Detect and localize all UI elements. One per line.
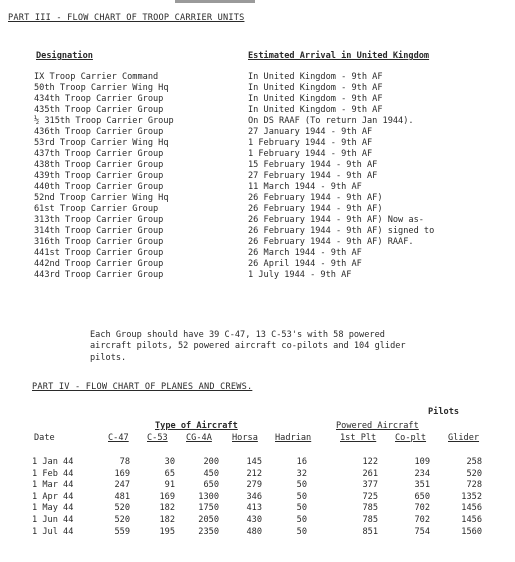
unit-designation: 50th Troop Carrier Wing Hq (34, 83, 169, 93)
cell-c47: 247 (114, 480, 130, 491)
unit-arrival: 1 July 1944 - 9th AF (248, 270, 352, 280)
col-header-c47: C-47 (108, 433, 129, 443)
cell-glider: 1456 (461, 514, 482, 525)
cell-horsa: 145 (246, 457, 262, 467)
unit-arrival: In United Kingdom - 9th AF (248, 105, 383, 115)
cell-c53: 65 (164, 468, 175, 479)
unit-designation: 443rd Troop Carrier Group (34, 270, 164, 280)
cell-cg4a: 2350 (198, 526, 219, 537)
cell-c53: 195 (159, 526, 175, 537)
note-line: aircraft pilots, 52 powered aircraft co-pilots and 104 glider (90, 341, 406, 352)
note-line: pilots. (90, 352, 127, 363)
unit-designation: 441st Troop Carrier Group (34, 248, 164, 258)
cell-date: 1 Apr 44 (32, 491, 74, 502)
unit-arrival: In United Kingdom - 9th AF (248, 94, 383, 104)
unit-designation: 436th Troop Carrier Group (34, 127, 164, 137)
cell-c47: 169 (114, 468, 130, 479)
cell-co-plt: 754 (414, 526, 430, 537)
unit-designation: 61st Troop Carrier Group (34, 204, 159, 214)
unit-arrival: In United Kingdom - 9th AF (248, 72, 383, 82)
unit-arrival: 26 April 1944 - 9th AF (248, 259, 362, 269)
cell-glider: 1456 (461, 503, 482, 514)
unit-designation: 439th Troop Carrier Group (34, 171, 164, 181)
cell-c53: 182 (159, 503, 175, 514)
unit-designation: 440th Troop Carrier Group (34, 182, 164, 192)
table-column-headers (0, 434, 515, 446)
cell-1st-plt: 851 (362, 526, 378, 537)
unit-designation: 437th Troop Carrier Group (34, 149, 164, 159)
cell-hadrian: 50 (296, 503, 307, 514)
unit-arrival: 26 February 1944 - 9th AF) RAAF. (248, 237, 414, 247)
unit-designation: 435th Troop Carrier Group (34, 105, 164, 115)
cell-date: 1 Jun 44 (32, 514, 74, 525)
cell-horsa: 279 (246, 480, 262, 491)
cell-1st-plt: 725 (362, 491, 378, 502)
cell-co-plt: 351 (414, 480, 430, 491)
page-top-mark (175, 0, 255, 3)
cell-c53: 182 (159, 514, 175, 525)
group-composition-note (90, 330, 500, 364)
cell-c47: 559 (114, 526, 130, 537)
cell-hadrian: 50 (296, 491, 307, 502)
pilots-group-header: Pilots (428, 407, 460, 417)
unit-designation: 314th Troop Carrier Group (34, 226, 164, 236)
unit-arrival: 15 February 1944 - 9th AF (248, 160, 378, 170)
cell-co-plt: 234 (414, 468, 430, 479)
cell-1st-plt: 377 (362, 480, 378, 491)
planes-and-crews-table (0, 458, 515, 539)
note-line: Each Group should have 39 C-47, 13 C-53's with 58 powered (90, 330, 385, 340)
unit-designation: 313th Troop Carrier Group (34, 215, 164, 225)
unit-designation: 438th Troop Carrier Group (34, 160, 164, 170)
unit-designation: 52nd Troop Carrier Wing Hq (34, 193, 169, 203)
unit-designation-list (34, 73, 174, 282)
table-row (0, 516, 515, 528)
col-header-horsa: Horsa (232, 433, 258, 443)
unit-designation: 53rd Troop Carrier Wing Hq (34, 138, 169, 148)
estimated-arrival-header: Estimated Arrival in United Kingdom (248, 51, 430, 61)
col-header-1st-plt: 1st Plt (340, 433, 377, 443)
cell-co-plt: 650 (414, 491, 430, 502)
unit-arrival: 11 March 1944 - 9th AF (248, 182, 362, 192)
cell-c47: 481 (114, 491, 130, 502)
cell-horsa: 430 (246, 514, 262, 525)
cell-glider: 520 (466, 468, 482, 479)
unit-arrival: 26 February 1944 - 9th AF) Now as- (248, 215, 424, 225)
cell-date: 1 Mar 44 (32, 480, 74, 491)
cell-cg4a: 2050 (198, 514, 219, 525)
unit-arrival-list (248, 73, 434, 282)
col-header-glider: Glider (448, 433, 480, 443)
cell-glider: 728 (466, 480, 482, 491)
designation-header: Designation (36, 51, 93, 61)
cell-glider: 1560 (461, 526, 482, 537)
cell-co-plt: 702 (414, 503, 430, 514)
cell-hadrian: 50 (296, 480, 307, 491)
cell-cg4a: 1300 (198, 491, 219, 502)
powered-aircraft-header: Powered Aircraft (336, 421, 419, 431)
cell-horsa: 480 (246, 526, 262, 537)
col-header-cg4a: CG-4A (186, 433, 212, 443)
cell-co-plt: 702 (414, 514, 430, 525)
cell-c53: 91 (164, 480, 175, 491)
unit-arrival: 1 February 1944 - 9th AF (248, 149, 373, 159)
cell-date: 1 May 44 (32, 503, 74, 514)
unit-arrival: 27 January 1944 - 9th AF (248, 127, 373, 137)
unit-arrival: 26 February 1944 - 9th AF) (248, 204, 383, 214)
cell-c53: 169 (159, 491, 175, 502)
cell-co-plt: 109 (414, 457, 430, 467)
unit-arrival: 26 March 1944 - 9th AF (248, 248, 362, 258)
table-row (0, 528, 515, 540)
cell-c47: 520 (114, 503, 130, 514)
cell-cg4a: 200 (203, 457, 219, 467)
cell-hadrian: 32 (296, 468, 307, 479)
cell-c47: 520 (114, 514, 130, 525)
cell-horsa: 212 (246, 468, 262, 479)
cell-date: 1 Jul 44 (32, 526, 74, 537)
part3-title: PART III - FLOW CHART OF TROOP CARRIER UNITS (8, 13, 245, 23)
col-header-date: Date (34, 433, 55, 443)
unit-designation: 434th Troop Carrier Group (34, 94, 164, 104)
unit-designation: 442nd Troop Carrier Group (34, 259, 164, 269)
cell-date: 1 Feb 44 (32, 468, 74, 479)
cell-horsa: 413 (246, 503, 262, 514)
part4-title: PART IV - FLOW CHART OF PLANES AND CREWS. (32, 382, 253, 392)
cell-cg4a: 650 (203, 480, 219, 491)
cell-1st-plt: 261 (362, 468, 378, 479)
unit-arrival: 27 February 1944 - 9th AF (248, 171, 378, 181)
cell-hadrian: 50 (296, 514, 307, 525)
cell-hadrian: 16 (296, 457, 307, 467)
cell-cg4a: 1750 (198, 503, 219, 514)
cell-glider: 1352 (461, 491, 482, 502)
unit-arrival: In United Kingdom - 9th AF (248, 83, 383, 93)
table-row (0, 458, 515, 470)
cell-c47: 78 (119, 457, 130, 467)
unit-designation: IX Troop Carrier Command (34, 72, 159, 82)
col-header-c53: C-53 (147, 433, 168, 443)
cell-glider: 258 (466, 457, 482, 467)
cell-horsa: 346 (246, 491, 262, 502)
col-header-co-plt: Co-plt (395, 433, 427, 443)
cell-date: 1 Jan 44 (32, 457, 74, 467)
unit-arrival: 26 February 1944 - 9th AF) signed to (248, 226, 435, 236)
unit-arrival: On DS RAAF (To return Jan 1944). (248, 116, 414, 126)
cell-hadrian: 50 (296, 526, 307, 537)
cell-1st-plt: 785 (362, 503, 378, 514)
unit-arrival: 26 February 1944 - 9th AF) (248, 193, 383, 203)
unit-designation: 316th Troop Carrier Group (34, 237, 164, 247)
cell-1st-plt: 785 (362, 514, 378, 525)
cell-1st-plt: 122 (362, 457, 378, 467)
col-header-hadrian: Hadrian (275, 433, 312, 443)
cell-cg4a: 450 (203, 468, 219, 479)
cell-c53: 30 (164, 457, 175, 467)
unit-arrival: 1 February 1944 - 9th AF (248, 138, 373, 148)
unit-designation: ½ 315th Troop Carrier Group (34, 116, 174, 126)
type-of-aircraft-header: Type of Aircraft (155, 421, 238, 431)
